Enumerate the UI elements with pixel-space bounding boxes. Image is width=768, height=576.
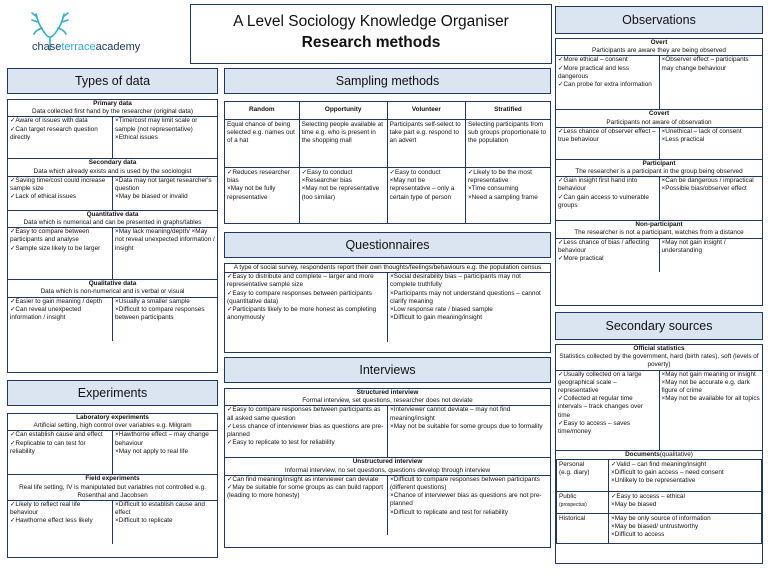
logo-text-3: academy [95, 41, 141, 53]
secondary-sources-section [555, 344, 763, 564]
qualitative-cons: ×Usually a smaller sample ×Difficult to compare responses between participants [112, 298, 217, 341]
questionnaires-pros: ✓Easy to distribute and complete – larger and more representative sample size ✓Easy to compare responses between participants (quantitative data) ✓Participants likely to be more honest as completing anonymously [227, 273, 377, 322]
unstructured-block [225, 457, 550, 534]
structured-block [225, 389, 550, 457]
primary-pros: ✓Aware of issues with data ✓Can target research question directly [10, 117, 98, 141]
qualitative-title: Qualitative data [88, 280, 137, 288]
participant-title: Participant [642, 159, 676, 167]
sampling-col-random: Random [225, 102, 300, 120]
lab-desc: Artificial setting, high control over variables e.g. Milgram [33, 422, 192, 430]
participant-pros: ✓Gain insight first hand into behaviour ✓Can gain access to vulnerable groups [558, 177, 649, 209]
documents-row-eval: ✓Valid – can find meaning/insight ×Difficult to gain access – need consent ×Unlikely to be representative [609, 459, 762, 491]
official-cons: ×May not gain meaning or insight ×May not be accurate e.g. dark figure of crime ×May not be available for all topics [659, 371, 763, 450]
experiments-section [7, 413, 218, 558]
nonparticipant-cons: ×May not gain insight / understanding [659, 239, 763, 272]
documents-title [556, 451, 762, 459]
nonparticipant-pros: ✓Less chance of bias / affecting behaviour ✓More practical [558, 238, 650, 262]
sampling-desc: Participants self-select to take part e.g. respond to an advert [387, 120, 465, 168]
field-title: Field experiments [85, 475, 140, 483]
documents-title-suffix: (qualitative) [659, 450, 693, 458]
secondary-block [8, 158, 217, 209]
quantitative-title: Quantitative data [86, 210, 139, 218]
overt-cons: ×Observer effect – participants may change behaviour [659, 56, 763, 109]
questionnaires-section [224, 263, 551, 353]
overt-desc: Participants are aware they are being observed [592, 47, 726, 55]
questionnaires-cons: ×Social desirability bias – participants may not complete truthfully ×Participants may not understand questions – cannot clarify meaning ×Low response rate / biased sample ×Difficult to gain meaning/insight [387, 273, 550, 342]
logo [8, 6, 188, 62]
structured-pros: ✓Easy to compare responses between participants as all asked same question ✓Less chance of interviewer bias as questions are pre-planned ✓Easy to replicate to test for reliability [227, 406, 384, 447]
title-box [190, 4, 552, 64]
sampling-desc: Selecting people available at time e.g. who is present in the shopping mall [299, 120, 387, 168]
secondary-sources-header: Secondary sources [555, 312, 763, 340]
lab-pros: ✓Can establish cause and effect ✓Replicable to can test for reliability [10, 431, 103, 455]
covert-title: Covert [648, 110, 670, 118]
documents-row-eval: ✓Easy to access – ethical ×May be biased [609, 491, 762, 513]
unstructured-cons: ×Difficult to compare responses between participants (different questions) ×Chance of interviewer bias as questions are not pre-planned ×Difficult to replicate and test for reliability [387, 476, 550, 535]
quantitative-desc: Data which is numerical and can be presented in graphs/tables [23, 218, 202, 226]
covert-cons: ×Unethical – lack of consent ×Less practical [659, 128, 763, 159]
page-subtitle: Research methods [301, 33, 441, 51]
official-title: Official statistics [633, 345, 685, 352]
field-pros: ✓Likely to reflect real life behaviour ✓Hawthorne effect less likely [10, 500, 93, 525]
nonparticipant-title: Non-participant [635, 221, 683, 229]
observations-header: Observations [555, 6, 763, 34]
logo-text-1: chase [32, 41, 62, 53]
covert-desc: Participants not aware of observation [606, 118, 712, 126]
overt-pros: ✓More ethical – consent ✓More practical and less dangerous ✓Can probe for extra information [558, 56, 652, 88]
sampling-col-opportunity: Opportunity [299, 102, 387, 120]
page-title: A Level Sociology Knowledge Organiser [233, 13, 509, 30]
lab-cons: ×Hawthorne effect – may change behaviour ×May not apply to real life [112, 431, 217, 474]
lab-block [8, 414, 217, 474]
secondary-pros: ✓Saving time/cost could increase sample size ✓Lack of ethical issues [10, 176, 106, 201]
quantitative-cons: ×May lack meaning/depth/ ×May not reveal unexpected information / insight [112, 228, 217, 279]
observations-section [555, 38, 763, 306]
logo-text-2: terrace [61, 41, 96, 53]
participant-desc: The researcher is a participant in the group being observed [575, 167, 743, 175]
participant-block [556, 159, 762, 220]
unstructured-title: Unstructured interview [352, 458, 423, 466]
quantitative-block [8, 210, 217, 279]
documents-title-text: Documents [625, 450, 660, 458]
secondary-cons: ×Data may not target researcher's question ×May be biased or invalid [112, 177, 217, 210]
field-cons: ×Difficult to establish cause and effect ×Difficult to replicate [112, 501, 217, 544]
qualitative-block [8, 279, 217, 340]
experiments-header: Experiments [7, 380, 218, 406]
sampling-header: Sampling methods [224, 68, 551, 94]
field-desc: Real life setting, IV is manipulated but variables not controlled e.g. Rosenthal and Jacobsen [19, 483, 206, 499]
sampling-eval: ✓Likely to be the most representative ×Time consuming ×Need a sampling frame [465, 168, 550, 224]
sampling-col-stratified: Stratified [465, 102, 550, 120]
sampling-eval: ✓Easy to conduct ×Researcher bias ×May not be representative (too similar) [299, 168, 387, 224]
types-header: Types of data [7, 68, 218, 94]
official-stats-block [556, 345, 762, 450]
field-block [8, 474, 217, 544]
questionnaires-header: Questionnaires [224, 232, 551, 258]
sampling-desc: Equal chance of being selected e.g. names out of a hat [225, 120, 300, 168]
qualitative-pros: ✓Easier to gain meaning / depth ✓Can reveal unexpected information / insight [10, 297, 103, 321]
types-section [7, 99, 218, 373]
primary-block [8, 100, 217, 158]
covert-pros: ✓Less chance of observer effect – true behaviour [558, 127, 656, 143]
structured-title: Structured interview [356, 389, 419, 396]
quantitative-pros: ✓Easy to compare between participants and analyse ✓Sample size likely to be larger [10, 228, 101, 252]
sampling-eval: ✓Easy to conduct ×May not be representative – only a certain type of person [387, 168, 465, 224]
sampling-desc: Selecting participants from sub groups proportionate to the population [465, 120, 550, 168]
structured-desc: Formal interview, set questions, researcher does not deviate [302, 397, 473, 405]
covert-block [556, 109, 762, 158]
documents-row-label: Personal (e.g. diary) [557, 459, 609, 491]
documents-table [556, 459, 762, 544]
primary-title: Primary data [93, 100, 132, 107]
questionnaires-desc: A type of social survey, respondents report their own thoughts/feelings/behaviours e.g. the population census [233, 264, 542, 271]
structured-cons: ×Interviewer cannot deviate – may not find meaning/insight ×May not be suitable for some groups due to formality [387, 406, 550, 457]
overt-block [556, 39, 762, 109]
documents-row-eval: ×May be only source of information ×May be biased/ untrustworthy ×Difficult to access [609, 513, 762, 543]
interviews-header: Interviews [224, 357, 551, 383]
documents-row-label: Public (prospectus) [557, 491, 609, 513]
participant-cons: ×Can be dangerous / impractical ×Possible bias/observer effect [659, 177, 763, 220]
sampling-table [224, 101, 551, 224]
nonparticipant-desc: The researcher is not a participant, watches from a distance [574, 229, 744, 237]
overt-title: Overt [650, 39, 668, 46]
secondary-title: Secondary data [88, 159, 137, 167]
official-pros: ✓Usually collected on a large geographical scale – representative ✓Collected at regular time intervals – track changes over time ✓Easy to access – saves time/money [558, 370, 643, 435]
unstructured-desc: Informal interview, no set questions, questions develop through interview [284, 466, 491, 474]
documents-block [556, 450, 762, 544]
sampling-col-volunteer: Volunteer [387, 102, 465, 120]
lab-title: Laboratory experiments [76, 414, 149, 421]
documents-row-label: Historical [557, 513, 609, 543]
primary-desc: Data collected first hand by the researcher (original data) [32, 108, 193, 116]
unstructured-pros: ✓Can find meaning/insight as interviewer can deviate ✓May be suitable for some groups as can build rapport (leading to more honesty) [227, 475, 383, 500]
sampling-eval: ✓Reduces researcher bias ×May not be fully representative [225, 168, 300, 224]
official-desc: Statistics collected by the government, hard (birth rates), soft (levels of poverty) [559, 353, 759, 369]
secondary-desc: Data which already exists and is used by the sociologist [33, 167, 192, 175]
interviews-section [224, 388, 551, 548]
nonparticipant-block [556, 220, 762, 271]
qualitative-desc: Data which is non-numerical and is verbal or visual [40, 288, 185, 296]
primary-cons: ×Time/cost may limit scale or sample (not representative) ×Ethical issues [112, 117, 217, 158]
